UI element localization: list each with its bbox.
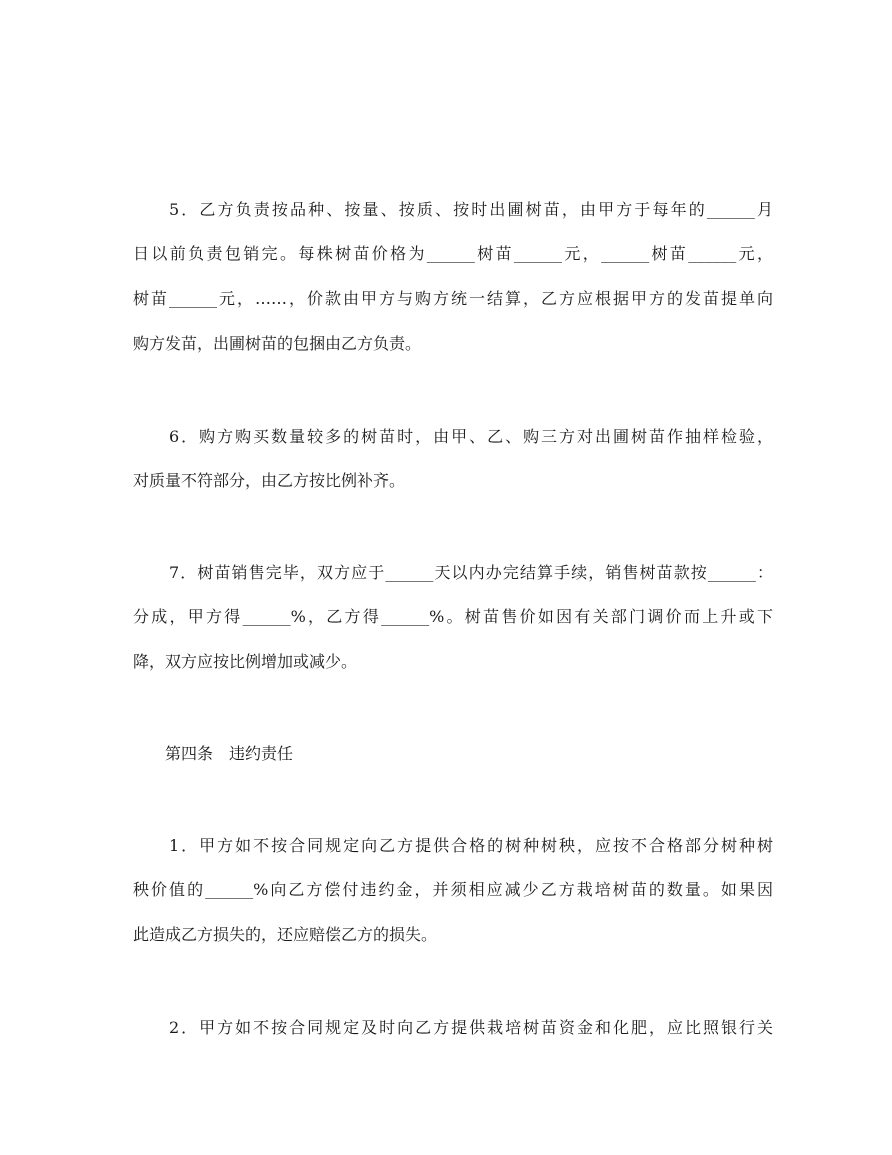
- paragraph-5-line-4: 购方发苗，出圃树苗的包捆由乙方负责。: [133, 334, 422, 353]
- article-4-heading: 第四条 违约责任: [165, 744, 294, 763]
- clause-1-line-1: 1．甲方如不按合同规定向乙方提供合格的树种树秧，应按不合格部分树种树: [169, 836, 773, 855]
- clause-2-line-1: 2．甲方如不按合同规定及时向乙方提供栽培树苗资金和化肥，应比照银行关: [169, 1018, 773, 1037]
- paragraph-7-line-3: 降，双方应按比例增加或减少。: [133, 652, 358, 671]
- paragraph-6-line-2: 对质量不符部分，由乙方按比例补齐。: [133, 471, 406, 490]
- paragraph-6-line-1: 6．购方购买数量较多的树苗时，由甲、乙、购三方对出圃树苗作抽样检验，: [169, 427, 773, 446]
- paragraph-5-line-1: 5．乙方负责按品种、按量、按质、按时出圃树苗，由甲方于每年的______月: [169, 200, 773, 219]
- paragraph-5-line-3: 树苗______元，……，价款由甲方与购方统一结算，乙方应根据甲方的发苗提单向: [133, 289, 773, 308]
- paragraph-7-line-2: 分成，甲方得______%，乙方得______%。树苗售价如因有关部门调价而上升或下: [133, 607, 773, 626]
- paragraph-7-line-1: 7．树苗销售完毕，双方应于______天以内办完结算手续，销售树苗款按______：: [169, 563, 773, 582]
- clause-1-line-3: 此造成乙方损失的，还应赔偿乙方的损失。: [133, 925, 438, 944]
- clause-1-line-2: 秧价值的______%向乙方偿付违约金，并须相应减少乙方栽培树苗的数量。如果因: [133, 880, 773, 899]
- paragraph-5-line-2: 日以前负责包销完。每株树苗价格为______树苗______元，______树苗______元，: [133, 244, 773, 263]
